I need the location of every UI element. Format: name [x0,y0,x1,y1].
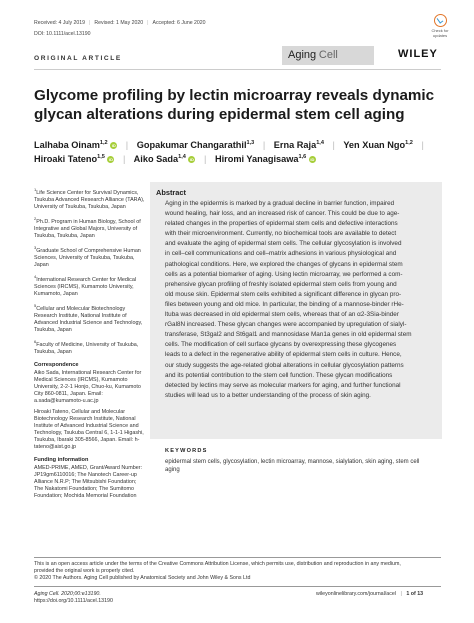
abstract-line: related changes in the properties of epidermal stem cells and defective interactions [165,220,398,228]
author-name: Hiromi Yanagisawa [214,154,299,165]
affiliation-item: $^1$Life Science Center for Survival Dynamics, Tsukuba Advanced Research Alliance (TARA), University of Tsukuba, Tsukuba, Japan [34,187,145,210]
funding-heading: Funding information [34,456,89,463]
article-title: Glycome profiling by lectin microarray reveals dynamic glycan alterations during epidermal stem cell aging [34,87,435,123]
article-dates: Received: 4 July 2019 | Revised: 1 May 2020 | Accepted: 6 June 2020 [34,20,206,26]
abstract-line: cells as a potential biomarker of aging. Using lectin microarray, we performed a com- [165,270,403,278]
check-updates-icon [434,14,447,27]
affiliation-item: $^4$International Research Center for Medical Sciences (IRCMS), Kumamoto University, Kumamoto, Japan [34,273,137,297]
abstract-line: pathological conditions. Here, we explored the changes of glycans in epidermal stem [165,260,403,268]
affiliation-item: $^5$Cellular and Molecular Biotechnology Research Institute, National Institute of Advanced Industrial Science and Technology, Tsukuba, Japan [34,302,143,333]
abstract-line: cells. The modification of cell surface glycans by overexpressing these glycogenes [165,341,397,349]
abstract-line: prehensive glycan profiling of freshly isolated epidermal stem cells from young and [165,280,397,288]
footer-rule [34,557,441,558]
abstract-line: in cell–cell communications and cell–matrix adhesions in various physiological and [165,250,397,258]
citation-line-1: Aging Cell. 2020;00:e13190. [34,591,101,597]
author-affiliation-sup: 1,2 [405,140,413,146]
author-name: Hiroaki Tateno [34,154,98,165]
affiliation-item: $^2$Ph.D. Program in Human Biology, School of Integrative and Global Majors, University of Tsukuba, Tsukuba, Japan [34,215,141,239]
check-for-updates-badge[interactable] [428,14,452,44]
journal-site-link[interactable]: wileyonlinelibrary.com/journal/acel [316,591,396,597]
author-separator: | [125,140,129,151]
author-affiliation-sup: 1,3 [246,140,255,146]
author-line-2 [34,151,316,167]
author-affiliation-sup: 1,5 [97,154,105,160]
check-updates-label-2: updates [432,33,448,38]
author-separator: | [123,154,126,165]
keywords-heading: KEYWORDS [165,448,208,454]
doi-text: DOI: 10.1111/acel.13190 [34,31,91,37]
abstract-line: ltuba was decreased in old epidermal stem cells, whereas that of an α2-3Sia-binder [165,311,399,319]
license-line-1: This is an open access article under the terms of the Creative Commons Attribution License, which permits use, distribution and reproduction in any medium, [34,561,401,567]
abstract-line: files between young and old mice. In particular, the binding of a mannose-binder rHe- [165,300,404,308]
abstract-line: studies will lead us to a better understanding of the process of skin aging. [165,391,371,399]
check-updates-label-1: Check for [431,28,449,33]
keywords-text: epidermal stem cells, glycosylation, lectin microarray, mannose, sialylation, skin aging, stem cell aging [165,459,420,474]
correspondence-block: Aiko Sada, International Research Center for Medical Sciences (IRCMS), Kumamoto University, 2-2-1 Honjo, Chuo-ku, Kumamoto City 860-0811, Japan. Email: a.sada@kumamoto-u.ac.jp [34,369,142,404]
author-affiliation-sup: 1,6 [298,154,307,160]
orcid-icon[interactable]: iD [111,143,116,149]
abstract-line: detected by lectins may serve as molecular markers for aging, and further functional [165,381,401,389]
author-separator: | [262,140,266,151]
abstract-line: and evaluate the aging of epidermal stem cells. The cellular glycosylation is involved [165,240,402,248]
orcid-icon[interactable]: iD [108,157,113,163]
author-name: Gopakumar Changarathil [136,140,247,151]
orcid-icon[interactable]: iD [189,157,194,163]
correspondence-heading: Correspondence [34,361,79,368]
journal-site-footer: wileyonlinelibrary.com/journal/acel | 1 of 13 [316,591,424,597]
author-name: Lalhaba Oinam [34,140,100,151]
publisher-logo: WILEY [398,48,438,60]
article-type-label: ORIGINAL ARTICLE [34,55,122,62]
copyright-line: © 2020 The Authors. Aging Cell published by Anatomical Society and John Wiley & Sons Ltd [34,575,251,582]
page-number: 1 of 13 [406,591,424,597]
accepted-date: Accepted: 6 June 2020 [152,20,206,26]
author-name: Erna Raja [273,140,317,151]
received-date: Received: 4 July 2019 [34,20,86,26]
author-separator: | [332,140,335,151]
abstract-line: leads to a defect in the regenerative ability of epidermal stem cells in culture. Hence, [165,351,402,359]
doi-link[interactable]: https://doi.org/10.1111/acel.13190 [34,598,113,605]
abstract-line: old mouse skin. Epidermal stem cells exhibited a significant difference in glycan pro- [165,290,402,298]
author-name: Yen Xuan Ngo [343,140,406,151]
revised-date: Revised: 1 May 2020 [94,20,144,26]
journal-name-cell: Cell [318,49,338,61]
abstract-line: and its potential contribution to the stem cell function. These glycan modifications [165,371,393,379]
footer-rule-2 [34,586,441,587]
author-separator: | [203,154,207,165]
correspondence-block: Hiroaki Tateno, Cellular and Molecular Biotechnology Research Institute, National Institute of Advanced Industrial Science and Technology, Tsukuba Central 6, 1-1-1 Higashi, Tsukuba, Ibaraki 305-8566, Japan. Email: h-tateno@aist.go.jp [34,408,144,450]
abstract-line: with their microenvironment. Currently, no biochemical tools are available to detect [165,230,397,238]
abstract-line: Aging in the epidermis is marked by a gradual decline in barrier function, impaired [165,200,395,207]
citation-block [34,591,113,605]
affiliation-item: $^6$Faculty of Medicine, University of Tsukuba, Tsukuba, Japan [34,338,139,355]
author-name: Aiko Sada [133,154,179,165]
abstract-line: transferase, St3gal2 and St6gal1 and mannosidase Man1a genes in old epidermal stem [165,331,412,339]
orcid-icon[interactable]: iD [310,157,315,163]
affiliation-item: $^3$Graduate School of Comprehensive Human Sciences, University of Tsukuba, Tsukuba, Japan [34,244,141,268]
journal-logo [282,46,374,65]
license-text [34,561,444,583]
funding-text: AMED-PRIME, AMED, Grant/Award Number: JP19gm6110016; The Nanotech Career-up Alliance N.R.P; The Mitsubishi Foundation; The Nakatomi Foundation; The Sumitomo Foundation; Mochida Memorial Foundation [34,464,143,499]
license-line-2: provided the original work is properly cited. [34,568,135,575]
abstract-heading: Abstract [156,188,186,197]
abstract-line: rGal8N increased. These glycan changes were accompanied by upregulation of sialyl- [165,321,407,329]
author-affiliation-sup: 1,4 [178,154,186,160]
author-affiliation-sup: 1,2 [99,140,108,146]
author-separator: | [421,140,424,151]
abstract-line: wound healing, hair loss, and an increased risk of cancer. This could be due to age- [165,210,400,218]
abstract-text [165,199,437,401]
header-rule [34,69,441,70]
author-affiliation-sup: 1,4 [316,140,324,146]
journal-name-aging: Aging [288,49,317,61]
abstract-line: our study suggests the age-related global alterations in cellular glycosylation patterns [165,361,404,369]
affiliations-column [34,186,146,504]
